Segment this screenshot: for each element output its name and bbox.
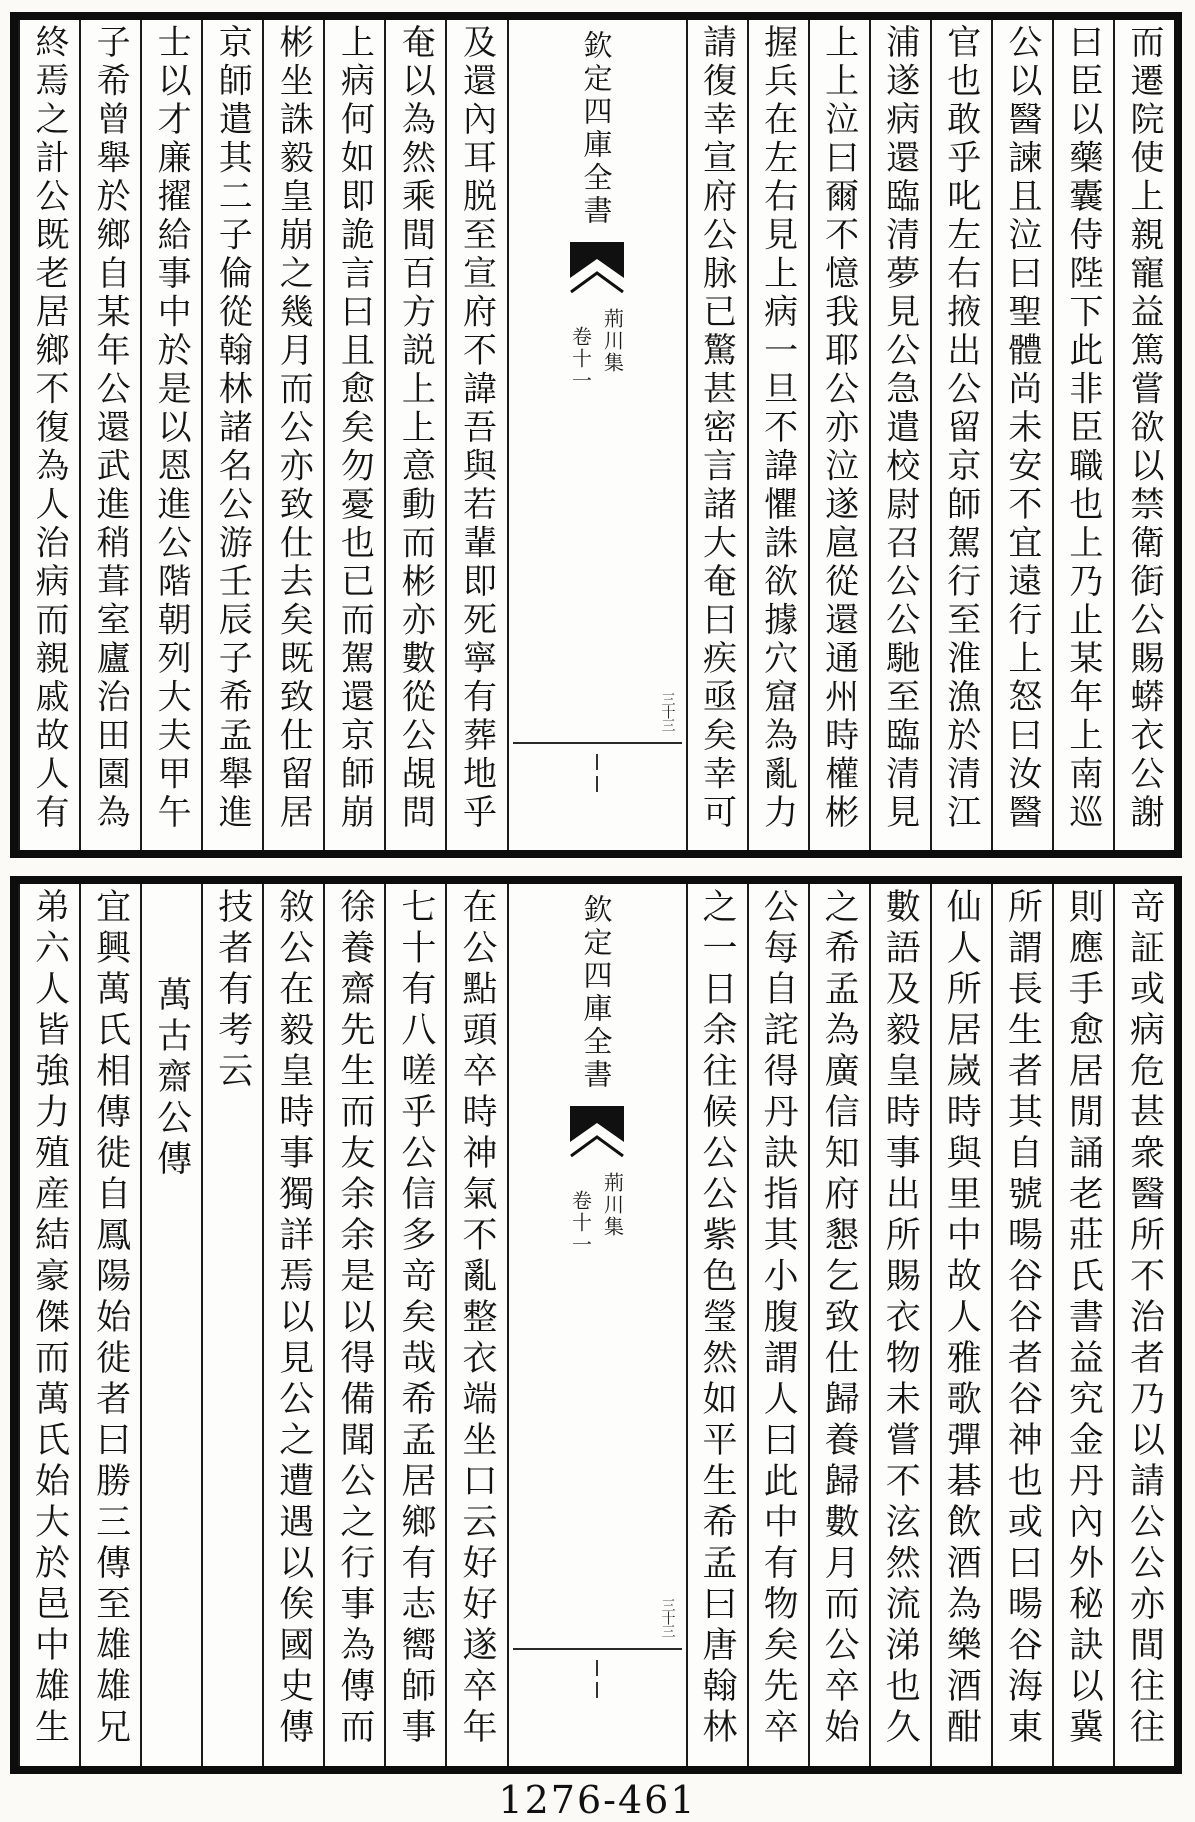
banxin-fold-mark <box>596 776 598 792</box>
banxin-book-title: 荊川集 <box>600 1172 625 1238</box>
text-column <box>384 884 445 1766</box>
fishtail-icon <box>570 1106 624 1162</box>
biography-title: 萬古齋公傳 <box>151 976 192 1181</box>
text-column <box>201 884 262 1766</box>
column-text: 之一日余往候公公紫色瑩然如平生希孟曰唐翰林 <box>697 888 738 1749</box>
text-column <box>140 884 201 1766</box>
column-text: 彬坐誅毅皇崩之幾月而公亦致仕去矣既致仕留居 <box>273 24 314 833</box>
banxin-rule <box>513 1648 682 1650</box>
column-text: 上上泣曰爾不憶我耶公亦泣遂扈從還通州時權彬 <box>818 24 859 833</box>
column-text: 竒証或病危甚衆醫所不治者乃以請公公亦間往往 <box>1124 888 1165 1749</box>
banxin-chapter-label: 卷十一 <box>568 326 593 392</box>
banxin-collection-title: 欽定四庫全書 <box>579 894 614 1092</box>
text-column <box>79 20 140 850</box>
column-text: 數語及毅皇時事出所賜衣物未嘗不泫然流涕也久 <box>880 888 921 1749</box>
banxin-collection-title: 欽定四庫全書 <box>579 30 614 228</box>
column-text: 敘公在毅皇時事獨詳焉以見公之遭遇以俟國史傳 <box>273 888 314 1749</box>
banxin-fold-mark <box>596 754 598 770</box>
column-text: 之希孟為廣信知府懇乞致仕歸養歸數月而公卒始 <box>819 888 860 1749</box>
leaf-number: 三十三 <box>659 692 676 732</box>
banxin-column <box>507 884 686 1766</box>
page-frame-verso <box>10 876 1182 1774</box>
column-text: 而遷院使上親寵益篤嘗欲以禁衛衘公賜蟒衣公謝 <box>1123 24 1164 833</box>
text-column <box>808 884 869 1766</box>
column-text: 子希曾舉於鄉自某年公還武進稍葺室廬治田園為 <box>90 24 131 833</box>
column-text: 宜興萬氏相傳徙自鳳陽始徙者曰勝三傳至雄雄兄 <box>90 888 131 1749</box>
text-column <box>201 20 262 850</box>
column-text: 京師遣其二子倫從翰林諸名公游壬辰子希孟舉進 <box>212 24 253 833</box>
text-column <box>869 20 930 850</box>
text-column <box>323 884 384 1766</box>
text-column <box>262 20 323 850</box>
column-text: 上病何如即詭言曰且愈矣勿憂也已而駕還京師崩 <box>334 24 375 833</box>
banxin-fold-mark <box>596 1660 598 1676</box>
text-column <box>262 884 323 1766</box>
banxin-fold-mark <box>596 1682 598 1698</box>
column-text: 奄以為然乘間百方説上上意動而彬亦數從公覘問 <box>395 24 436 833</box>
text-column <box>1052 884 1113 1766</box>
column-text: 技者有考云 <box>212 888 253 1093</box>
banxin-chapter-label: 卷十一 <box>568 1190 593 1256</box>
column-text: 所謂長生者其自號暘谷谷者谷神也或曰暘谷海東 <box>1002 888 1043 1749</box>
text-column <box>808 20 869 850</box>
column-grid <box>18 20 1174 850</box>
text-column <box>79 884 140 1766</box>
column-text: 請復幸宣府公脉已驚甚密言諸大奄曰疾亟矣幸可 <box>696 24 737 833</box>
column-text: 仙人所居嵗時與里中故人雅歌彈碁飲酒為樂酒酣 <box>941 888 982 1749</box>
column-text: 浦遂病還臨清夢見公急遣校尉召公公馳至臨清見 <box>879 24 920 833</box>
banxin-rule <box>513 742 682 744</box>
text-column <box>747 20 808 850</box>
text-column <box>686 20 747 850</box>
text-column <box>930 20 991 850</box>
column-grid <box>18 884 1174 1766</box>
column-text: 弟六人皆強力殖産結豪傑而萬氏始大於邑中雄生 <box>29 888 70 1749</box>
column-text: 則應手愈居閒誦老莊氏書益究金丹內外秘訣以冀 <box>1063 888 1104 1749</box>
text-column <box>384 20 445 850</box>
column-text: 終焉之計公既老居鄉不復為人治病而親戚故人有 <box>29 24 70 833</box>
text-column <box>18 20 79 850</box>
column-text: 曰臣以藥囊侍陛下此非臣職也上乃止某年上南巡 <box>1062 24 1103 833</box>
text-column <box>18 884 79 1766</box>
column-text: 公每自詫得丹訣指其小腹謂人曰此中有物矣先卒 <box>758 888 799 1749</box>
text-column <box>1113 20 1174 850</box>
text-column <box>869 884 930 1766</box>
column-text: 握兵在左右見上病一旦不諱懼誅欲據穴窟為亂力 <box>757 24 798 833</box>
modern-page-number: 1276-461 <box>498 1778 697 1822</box>
banxin-book-title: 荊川集 <box>600 308 625 374</box>
page-frame-recto <box>10 12 1182 858</box>
text-column <box>1113 884 1174 1766</box>
fishtail-icon <box>570 242 624 298</box>
leaf-number: 三十三 <box>659 1598 676 1638</box>
text-column <box>1052 20 1113 850</box>
text-column <box>930 884 991 1766</box>
text-column <box>323 20 384 850</box>
banxin-labels <box>567 1172 628 1256</box>
text-column <box>445 20 506 850</box>
text-column <box>445 884 506 1766</box>
banxin-column <box>507 20 686 850</box>
column-text: 士以才廉擢給事中於是以恩進公階朝列大夫甲午 <box>151 24 192 833</box>
text-column <box>140 20 201 850</box>
column-text: 七十有八嗟乎公信多竒矣哉希孟居鄉有志嚮師事 <box>395 888 436 1749</box>
text-column <box>747 884 808 1766</box>
column-text: 公以醫諫且泣曰聖體尚未安不宜遠行上怒曰汝醫 <box>1001 24 1042 833</box>
column-text: 徐養齋先生而友余余是以得備聞公之行事為傳而 <box>334 888 375 1749</box>
column-text: 及還內耳脱至宣府不諱吾與若輩即死寧有葬地乎 <box>456 24 497 833</box>
text-column <box>686 884 747 1766</box>
column-text: 官也敢乎叱左右掖出公留京師駕行至淮漁於清江 <box>940 24 981 833</box>
column-text: 在公點頭卒時神氣不亂整衣端坐口云好好遂卒年 <box>456 888 497 1749</box>
text-column <box>991 884 1052 1766</box>
text-column <box>991 20 1052 850</box>
banxin-labels <box>567 308 628 392</box>
